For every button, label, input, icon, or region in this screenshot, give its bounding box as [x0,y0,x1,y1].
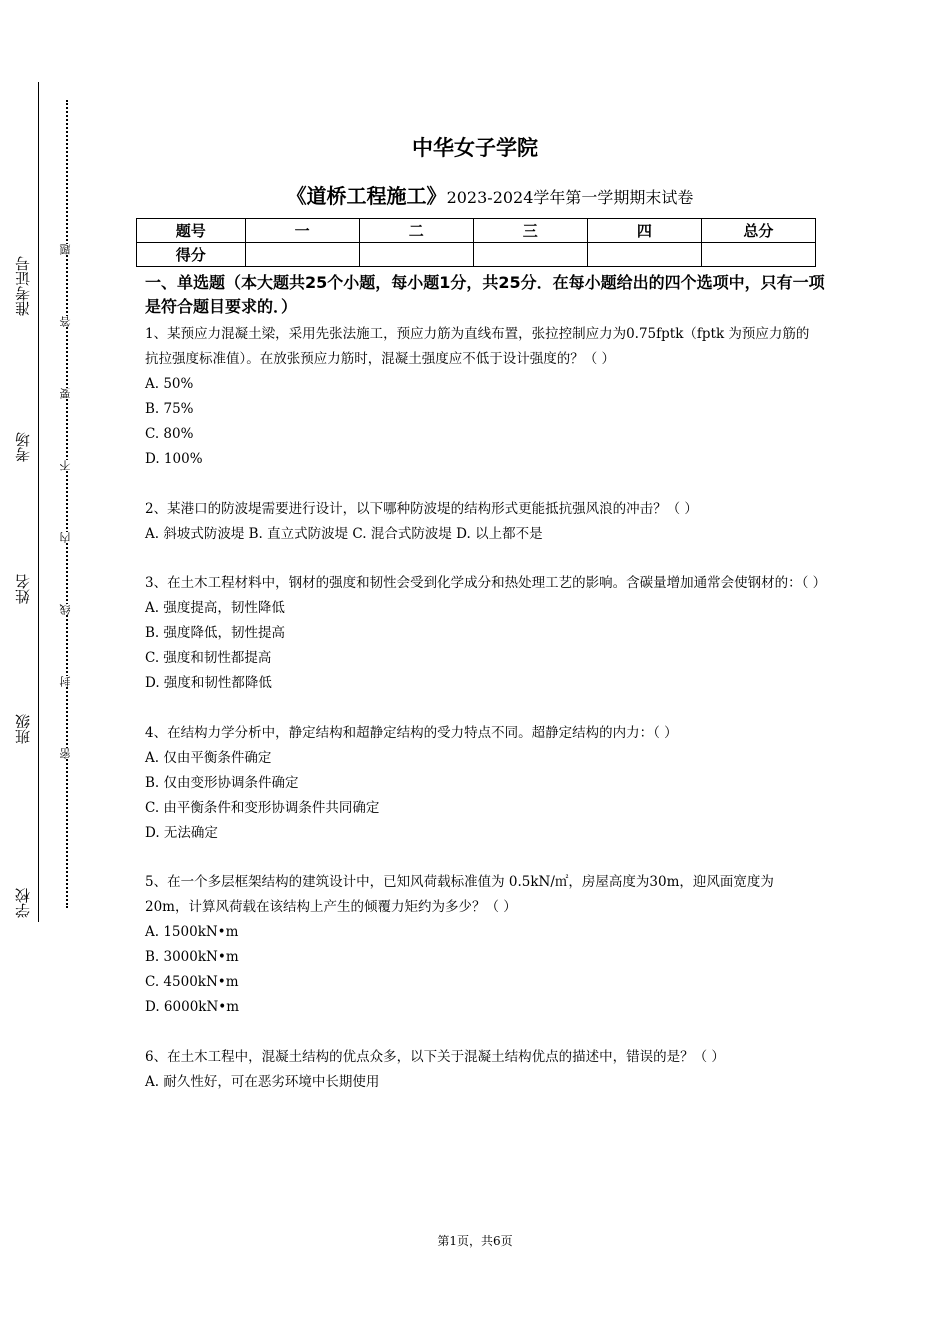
score-cell [587,243,701,267]
binding-line [38,82,39,922]
seal-char: 线 [59,604,72,615]
margin-label-class: 班级 [14,714,32,744]
margin-label-name: 姓名 [14,574,32,604]
margin-label-exam-id: 准考证号 [14,256,32,316]
score-cell [359,243,473,267]
seal-char: 封 [59,676,72,687]
question-stem: 2、某港口的防波堤需要进行设计，以下哪种防波堤的结构形式更能抵抗强风浪的冲击？（ ） [145,500,698,517]
question-option: A. 耐久性好，可在恶劣环境中长期使用 [145,1073,380,1090]
question-option: C. 4500kN•m [145,974,239,990]
question-option: A. 仅由平衡条件确定 [145,749,272,766]
question-stem: 5、在一个多层框架结构的建筑设计中，已知风荷载标准值为 0.5kN/㎡，房屋高度为30m，迎风面宽度为 20m，计算风荷载在该结构上产生的倾覆力矩约为多少？（ ） [145,874,774,915]
question-stem: 6、在土木工程中，混凝土结构的优点众多，以下关于混凝土结构优点的描述中，错误的是？（ ） [145,1048,725,1065]
question-stem: 3、在土木工程材料中，钢材的强度和韧性会受到化学成分和热处理工艺的影响。含碳量增加通常会使钢材的：（ ） [145,575,827,591]
question-option: B. 3000kN•m [145,949,239,965]
score-cell: 得分 [137,243,246,267]
score-cell: 三 [473,219,587,243]
question-list [145,322,827,1119]
question-3 [145,571,827,696]
score-table-header-row [137,219,816,243]
score-table [136,218,816,267]
question-option: A. 斜坡式防波堤 B. 直立式防波堤 C. 混合式防波堤 D. 以上都不是 [145,525,543,542]
seal-char: 要 [59,388,72,399]
seal-char: 答 [59,316,72,327]
question-option: B. 强度降低，韧性提高 [145,625,286,641]
score-cell: 总分 [701,219,815,243]
margin-label-exam-room: 考场 [14,432,32,462]
score-cell [245,243,359,267]
question-option: D. 无法确定 [145,824,218,841]
page-number: 第1页，共6页 [437,1234,513,1248]
question-2 [145,497,820,547]
seal-char: 密 [59,748,72,759]
question-option: C. 强度和韧性都提高 [145,650,272,666]
question-6 [145,1045,820,1095]
question-1 [145,322,820,472]
question-option: A. 50% [145,376,194,392]
seal-char: 题 [59,244,72,255]
exam-title [140,180,840,209]
margin-label-school: 学校 [14,888,32,918]
question-4 [145,721,820,846]
seal-char: 内 [59,532,72,543]
course-name: 《道桥工程施工》 [286,184,447,208]
question-option: C. 由平衡条件和变形协调条件共同确定 [145,799,380,816]
seal-dotted-line [66,100,68,908]
question-stem: 4、在结构力学分析中，静定结构和超静定结构的受力特点不同。超静定结构的内力：（ ） [145,724,678,741]
score-cell [473,243,587,267]
question-option: A. 1500kN•m [145,924,239,940]
question-option: A. 强度提高，韧性降低 [145,600,285,616]
exam-term: 2023-2024学年第一学期期末试卷 [446,188,694,207]
question-option: D. 强度和韧性都降低 [145,675,272,691]
question-5 [145,870,820,1020]
question-stem: 1、某预应力混凝土梁，采用先张法施工，预应力筋为直线布置，张拉控制应力为0.75fptk（fptk 为预应力筋的抗拉强度标准值）。在放张预应力筋时，混凝土强度应不低于设计强度的？（ ） [145,326,810,367]
score-cell: 四 [587,219,701,243]
score-cell: 一 [245,219,359,243]
school-name: 中华女子学院 [412,136,538,160]
score-cell: 题号 [137,219,246,243]
question-option: D. 6000kN•m [145,999,240,1015]
score-cell: 二 [359,219,473,243]
score-table-score-row [137,243,816,267]
section-title: 一、单选题（本大题共25个小题，每小题1分，共25分．在每小题给出的四个选项中，只有一项是符合题目要求的．） [145,273,825,316]
question-option: B. 75% [145,401,194,417]
question-option: B. 仅由变形协调条件确定 [145,774,299,791]
question-option: C. 80% [145,426,194,442]
score-cell [701,243,815,267]
question-option: D. 100% [145,451,203,467]
seal-char: 不 [59,460,72,471]
